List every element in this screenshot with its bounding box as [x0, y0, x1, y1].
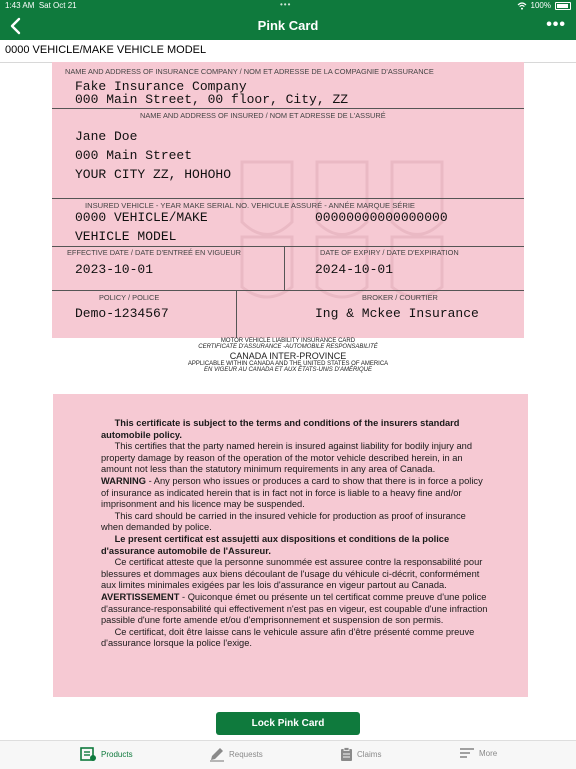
- insurer-address: 000 Main Street, 00 floor, City, ZZ: [75, 92, 349, 107]
- insured-street: 000 Main Street: [75, 148, 193, 163]
- tab-requests[interactable]: [209, 747, 263, 762]
- warning-label: WARNING: [101, 475, 146, 487]
- tab-label: Claims: [357, 750, 382, 759]
- policy-number: Demo-1234567: [75, 306, 169, 321]
- menu-icon: [459, 747, 475, 759]
- divider: [236, 290, 237, 338]
- warning-text: - Any person who issues or produces a card to show that there is in force a policy of insurance as indicated herein that is in fact not in force is liable to a heavy fine and/or imprisonment and his licence may be suspended.: [101, 475, 483, 511]
- caption-line: CERTIFICATE D'ASSURANCE -AUTOMOBILE RESPONSABILITÉ: [198, 344, 378, 350]
- terms-paragraph: This certifies that the party named herein is insured against liability for bodily injury and property damage by reason of the operation of the motor vehicle described herein, in an amount not less than the statutory minimum requirements in any area of Canada.: [101, 441, 473, 476]
- tab-label: Requests: [229, 750, 263, 759]
- insurer-name: Fake Insurance Company: [75, 79, 247, 94]
- warning-label-fr: AVERTISSEMENT: [101, 591, 180, 603]
- divider: [52, 246, 524, 247]
- lock-pink-card-button[interactable]: Lock Pink Card: [216, 712, 360, 735]
- policy-label: POLICY / POLICE: [99, 293, 160, 302]
- expiry-date: 2024-10-01: [315, 262, 394, 277]
- pink-card-front: [52, 62, 524, 338]
- insurer-label: NAME AND ADDRESS OF INSURANCE COMPANY / NOM ET ADRESSE DE LA COMPAGNIE D'ASSURANCE: [65, 67, 434, 76]
- divider: [52, 108, 524, 109]
- terms-text: [101, 418, 489, 650]
- navigation-bar: [0, 12, 576, 40]
- status-time: 1:43 AM Sat Oct 21: [5, 1, 77, 10]
- vehicle-title: 0000 VEHICLE/MAKE VEHICLE MODEL: [5, 44, 207, 56]
- clipboard-icon: [340, 747, 353, 762]
- more-options-icon[interactable]: •••: [546, 16, 566, 33]
- expiry-date-label: DATE OF EXPIRY / DATE D'EXPIRATION: [320, 248, 459, 257]
- broker-name: Ing & Mckee Insurance: [315, 306, 479, 321]
- divider: [52, 290, 524, 291]
- terms-paragraph-fr: Ce certificat atteste que la personne sunommée est assuree contre la responsabilité pour blessures et dommages aux biens découlant de l'usage du véhicule ci-décrit, conformément aux limites minimales exigées par les lois d'assurance en vigeur partout au Canada.: [101, 557, 483, 592]
- insured-name: Jane Doe: [75, 129, 138, 144]
- page-title: Pink Card: [257, 18, 319, 33]
- tab-claims[interactable]: [340, 747, 381, 762]
- status-date: Sat Oct 21: [38, 1, 77, 10]
- pink-card-terms: [53, 394, 528, 697]
- divider: [52, 198, 524, 199]
- broker-label: BROKER / COURTIER: [362, 293, 438, 302]
- insured-label: NAME AND ADDRESS OF INSURED / NOM ET ADRESSE DE L'ASSURÉ: [140, 111, 386, 120]
- vehicle-label: INSURED VEHICLE - YEAR MAKE SERIAL NO. VEHICULE ASSURÉ - ANNÉE MARQUE SÉRIE: [85, 201, 415, 210]
- tab-products[interactable]: [80, 747, 133, 762]
- terms-heading: This certificate is subject to the terms and conditions of the insurers standard automobile policy.: [101, 418, 460, 441]
- caption-title: CANADA INTER-PROVINCE: [229, 351, 347, 361]
- vehicle-header: [0, 40, 576, 63]
- products-icon: [80, 747, 97, 762]
- pencil-icon: [209, 747, 225, 762]
- caption-line: APPLICABLE WITHIN CANADA AND THE UNITED STATES OF AMERICA: [187, 361, 389, 367]
- status-bar: [0, 0, 576, 12]
- battery-percent: 100%: [530, 1, 551, 10]
- caption-line: EN VIGEUR AU CANADA ET AUX ÉTATS-UNIS D'AMÉRIQUE: [204, 367, 372, 373]
- vehicle-make: 0000 VEHICLE/MAKE: [75, 210, 208, 225]
- divider: [284, 246, 285, 290]
- battery-icon: [555, 2, 571, 10]
- terms-heading-fr: Le present certificat est assujetti aux dispositions et conditions de la police d'assurance automobile de l'Assureur.: [101, 533, 450, 557]
- caption-line: MOTOR VEHICLE LIABILITY INSURANCE CARD: [220, 338, 356, 344]
- effective-date: 2023-10-01: [75, 262, 154, 277]
- effective-date-label: EFFECTIVE DATE / DATE D'ENTREÉ EN VIGUEUR: [67, 248, 242, 257]
- wifi-icon: [517, 2, 527, 10]
- tab-bar: [0, 740, 576, 769]
- terms-paragraph-fr: Ce certificat, doit être laisse cans le vehicule assure afin d'être présenté comme preuve d'assurance lorsque la police l'exige.: [101, 626, 475, 650]
- multitasking-dots-icon: •••: [280, 0, 292, 9]
- coat-of-arms-watermark: [222, 152, 462, 302]
- vehicle-model: VEHICLE MODEL: [75, 229, 177, 244]
- card-caption: [150, 338, 426, 373]
- insured-city: YOUR CITY ZZ, HOHOHO: [75, 167, 232, 182]
- tab-more[interactable]: [459, 747, 497, 759]
- vehicle-serial: 00000000000000000: [315, 210, 448, 225]
- tab-label: Products: [101, 750, 133, 759]
- terms-paragraph: This card should be carried in the insured vehicle for production as proof of insurance when demanded by police.: [101, 510, 466, 534]
- warning-text-fr: - Quiconque émet ou présente un tel certificat comme preuve d'une police d'assurance-responsabilité qui effectivement n'est pas en vigeur, est coupable d'une infraction passible d'une forte amende et/ou d'emprisonnement et suspension de son permis.: [101, 591, 488, 627]
- tab-label: More: [479, 748, 498, 758]
